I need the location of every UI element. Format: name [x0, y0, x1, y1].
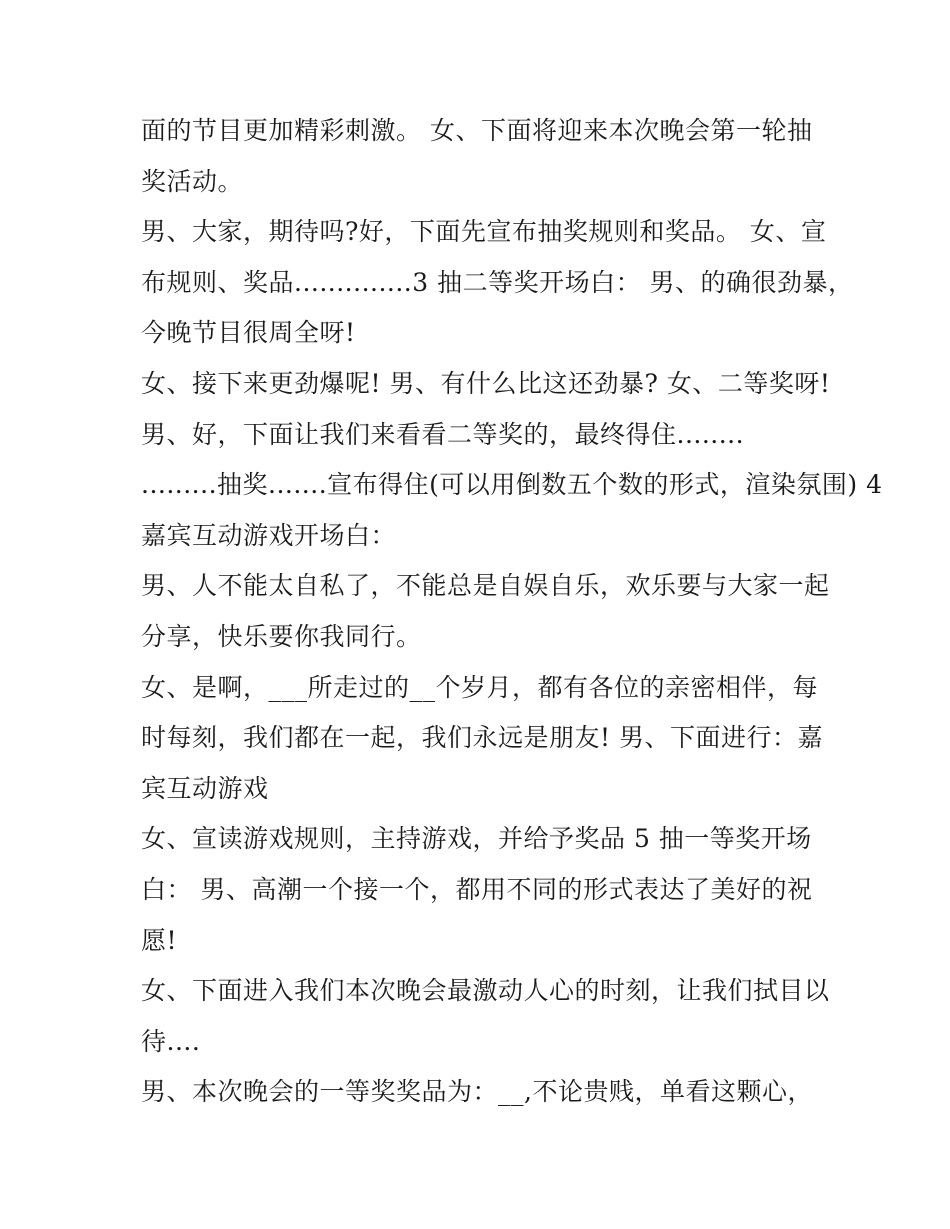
document-body [141, 106, 883, 1118]
text-line-2: 奖活动。 [141, 166, 244, 196]
text-line-8: .........抽奖.......宣布得住(可以用倒数五个数的形式，渲染氛围) 4 [141, 470, 883, 500]
text-line-16: 白： 男、高潮一个接一个，都用不同的形式表达了美好的祝 [141, 874, 813, 904]
text-line-9: 嘉宾互动游戏开场白： [141, 520, 397, 550]
text-line-7: 男、好，下面让我们来看看二等奖的，最终得住........ [141, 419, 745, 449]
text-line-6: 女、接下来更劲爆呢! 男、有什么比这还劲暴? 女、二等奖呀! [141, 368, 831, 398]
text-line-17: 愿! [141, 925, 178, 955]
text-line-19: 待.... [141, 1026, 201, 1056]
text-line-4: 布规则、奖品..............3 抽二等奖开场白： 男、的确很劲暴， [141, 267, 854, 297]
text-line-10: 男、人不能太自私了，不能总是自娱自乐，欢乐要与大家一起 [141, 571, 830, 601]
text-line-18: 女、下面进入我们本次晚会最激动人心的时刻，让我们拭目以 [141, 976, 830, 1006]
text-line-13: 时每刻，我们都在一起，我们永远是朋友! 男、下面进行：嘉 [141, 723, 823, 753]
text-line-1: 面的节目更加精彩刺激。 女、下面将迎来本次晚会第一轮抽 [141, 116, 813, 145]
text-line-5: 今晚节目很周全呀! [141, 318, 356, 348]
text-line-3: 男、大家，期待吗?好，下面先宣布抽奖规则和奖品。 女、宣 [141, 217, 827, 247]
text-line-15: 女、宣读游戏规则，主持游戏，并给予奖品 5 抽一等奖开场 [141, 824, 812, 854]
text-line-14: 宾互动游戏 [141, 773, 269, 803]
text-line-20: 男、本次晚会的一等奖奖品为：__,不论贵贱，单看这颗心， [141, 1077, 813, 1107]
text-line-11: 分享，快乐要你我同行。 [141, 621, 422, 651]
text-line-12: 女、是啊，___所走过的__个岁月，都有各位的亲密相伴，每 [141, 672, 819, 702]
